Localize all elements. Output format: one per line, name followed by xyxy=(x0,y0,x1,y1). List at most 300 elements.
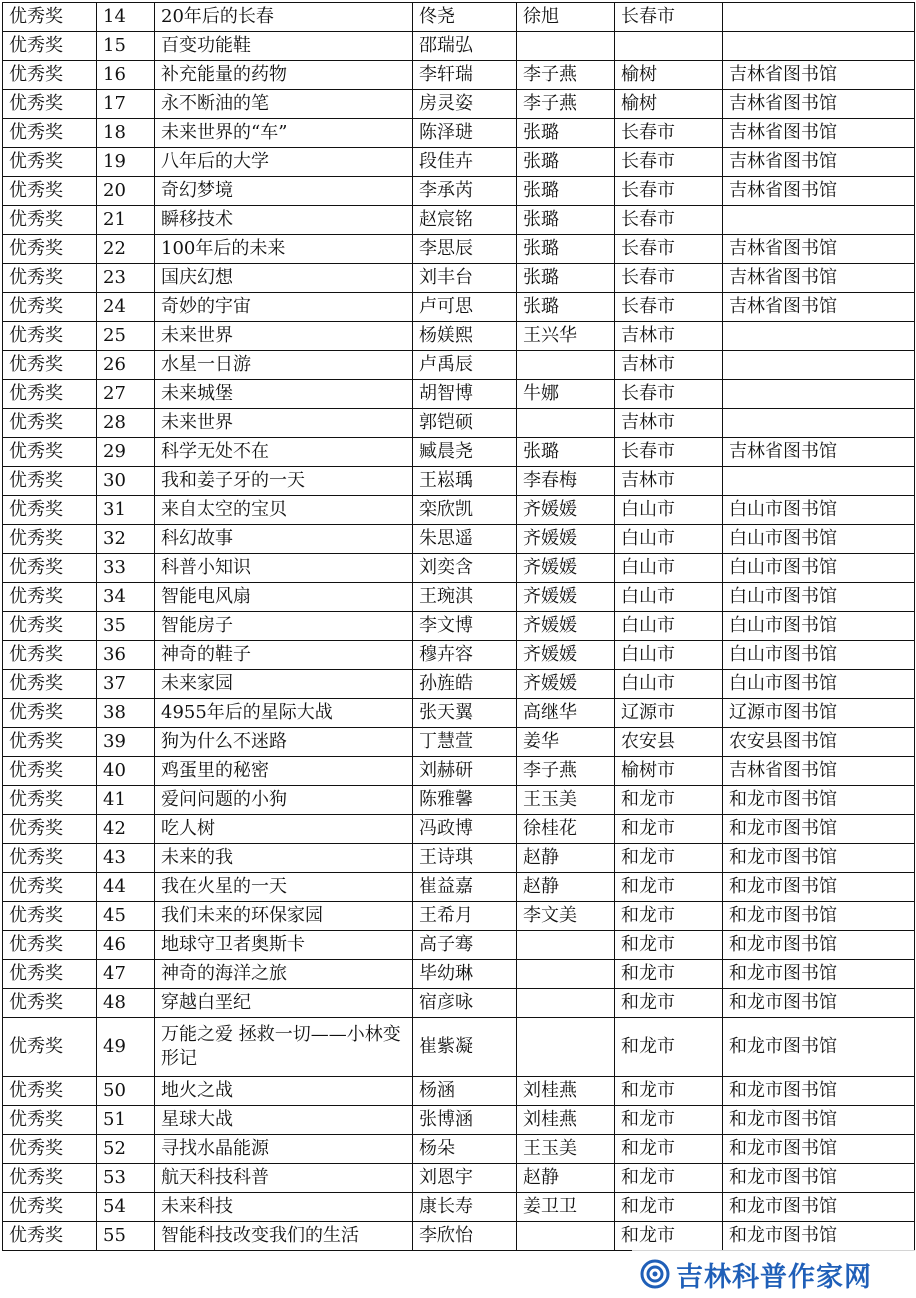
region-cell: 和龙市 xyxy=(615,902,723,931)
instructor-cell: 李文美 xyxy=(517,902,615,931)
table-row xyxy=(3,612,915,641)
award-level-cell: 优秀奖 xyxy=(3,438,97,467)
author-cell: 李轩瑞 xyxy=(413,61,517,90)
serial-number-cell: 44 xyxy=(97,873,155,902)
organization-cell: 吉林省图书馆 xyxy=(723,235,915,264)
region-cell: 和龙市 xyxy=(615,989,723,1018)
serial-number-cell: 22 xyxy=(97,235,155,264)
region-cell: 榆树 xyxy=(615,90,723,119)
table-row xyxy=(3,844,915,873)
serial-number-cell: 15 xyxy=(97,32,155,61)
organization-cell: 和龙市图书馆 xyxy=(723,960,915,989)
author-cell: 卢禹辰 xyxy=(413,351,517,380)
author-cell: 毕幼琳 xyxy=(413,960,517,989)
work-title-cell: 狗为什么不迷路 xyxy=(155,728,413,757)
organization-cell: 和龙市图书馆 xyxy=(723,989,915,1018)
instructor-cell: 李子燕 xyxy=(517,61,615,90)
author-cell: 邵瑞弘 xyxy=(413,32,517,61)
table-row xyxy=(3,148,915,177)
region-cell: 和龙市 xyxy=(615,1164,723,1193)
author-cell: 宿彦咏 xyxy=(413,989,517,1018)
instructor-cell: 刘桂燕 xyxy=(517,1106,615,1135)
organization-cell: 吉林省图书馆 xyxy=(723,61,915,90)
table-row xyxy=(3,1135,915,1164)
instructor-cell xyxy=(517,1222,615,1251)
serial-number-cell: 42 xyxy=(97,815,155,844)
organization-cell: 白山市图书馆 xyxy=(723,525,915,554)
organization-cell: 白山市图书馆 xyxy=(723,641,915,670)
work-title-cell: 地火之战 xyxy=(155,1077,413,1106)
table-row xyxy=(3,699,915,728)
region-cell: 白山市 xyxy=(615,612,723,641)
organization-cell: 吉林省图书馆 xyxy=(723,438,915,467)
serial-number-cell: 32 xyxy=(97,525,155,554)
region-cell: 榆树 xyxy=(615,61,723,90)
serial-number-cell: 36 xyxy=(97,641,155,670)
award-level-cell: 优秀奖 xyxy=(3,757,97,786)
award-level-cell: 优秀奖 xyxy=(3,32,97,61)
organization-cell: 辽源市图书馆 xyxy=(723,699,915,728)
organization-cell: 白山市图书馆 xyxy=(723,612,915,641)
serial-number-cell: 48 xyxy=(97,989,155,1018)
work-title-cell: 科学无处不在 xyxy=(155,438,413,467)
site-watermark xyxy=(632,1250,916,1298)
region-cell: 吉林市 xyxy=(615,467,723,496)
author-cell: 穆卉容 xyxy=(413,641,517,670)
table-row xyxy=(3,786,915,815)
region-cell: 长春市 xyxy=(615,264,723,293)
author-cell: 康长寿 xyxy=(413,1193,517,1222)
instructor-cell: 张璐 xyxy=(517,119,615,148)
author-cell: 房灵姿 xyxy=(413,90,517,119)
table-row xyxy=(3,931,915,960)
organization-cell xyxy=(723,409,915,438)
work-title-cell: 八年后的大学 xyxy=(155,148,413,177)
serial-number-cell: 30 xyxy=(97,467,155,496)
instructor-cell: 齐媛媛 xyxy=(517,554,615,583)
instructor-cell: 齐媛媛 xyxy=(517,583,615,612)
table-row xyxy=(3,728,915,757)
region-cell: 白山市 xyxy=(615,525,723,554)
organization-cell: 和龙市图书馆 xyxy=(723,902,915,931)
serial-number-cell: 55 xyxy=(97,1222,155,1251)
award-level-cell: 优秀奖 xyxy=(3,61,97,90)
region-cell: 白山市 xyxy=(615,670,723,699)
work-title-cell: 20年后的长春 xyxy=(155,3,413,32)
region-cell: 吉林市 xyxy=(615,322,723,351)
table-row xyxy=(3,322,915,351)
award-level-cell: 优秀奖 xyxy=(3,612,97,641)
work-title-cell: 神奇的海洋之旅 xyxy=(155,960,413,989)
author-cell: 杨朵 xyxy=(413,1135,517,1164)
organization-cell xyxy=(723,3,915,32)
table-row xyxy=(3,757,915,786)
author-cell: 冯政博 xyxy=(413,815,517,844)
work-title-cell: 未来的我 xyxy=(155,844,413,873)
award-level-cell: 优秀奖 xyxy=(3,3,97,32)
serial-number-cell: 37 xyxy=(97,670,155,699)
work-title-cell: 科普小知识 xyxy=(155,554,413,583)
serial-number-cell: 51 xyxy=(97,1106,155,1135)
organization-cell: 和龙市图书馆 xyxy=(723,815,915,844)
organization-cell: 吉林省图书馆 xyxy=(723,177,915,206)
work-title-cell: 未来科技 xyxy=(155,1193,413,1222)
region-cell: 辽源市 xyxy=(615,699,723,728)
author-cell: 胡智博 xyxy=(413,380,517,409)
table-row xyxy=(3,380,915,409)
table-row xyxy=(3,989,915,1018)
organization-cell: 白山市图书馆 xyxy=(723,583,915,612)
serial-number-cell: 18 xyxy=(97,119,155,148)
serial-number-cell: 14 xyxy=(97,3,155,32)
table-row xyxy=(3,90,915,119)
region-cell: 和龙市 xyxy=(615,1222,723,1251)
work-title-cell: 百变功能鞋 xyxy=(155,32,413,61)
work-title-cell: 吃人树 xyxy=(155,815,413,844)
serial-number-cell: 50 xyxy=(97,1077,155,1106)
work-title-cell: 未来城堡 xyxy=(155,380,413,409)
serial-number-cell: 38 xyxy=(97,699,155,728)
region-cell: 和龙市 xyxy=(615,960,723,989)
award-level-cell: 优秀奖 xyxy=(3,119,97,148)
award-level-cell: 优秀奖 xyxy=(3,90,97,119)
awards-table-body xyxy=(3,3,915,1251)
table-row xyxy=(3,554,915,583)
author-cell: 李思辰 xyxy=(413,235,517,264)
author-cell: 刘恩宇 xyxy=(413,1164,517,1193)
work-title-cell: 爱问问题的小狗 xyxy=(155,786,413,815)
serial-number-cell: 49 xyxy=(97,1018,155,1077)
serial-number-cell: 24 xyxy=(97,293,155,322)
instructor-cell: 齐媛媛 xyxy=(517,612,615,641)
table-row xyxy=(3,32,915,61)
serial-number-cell: 39 xyxy=(97,728,155,757)
region-cell: 长春市 xyxy=(615,293,723,322)
serial-number-cell: 19 xyxy=(97,148,155,177)
region-cell: 白山市 xyxy=(615,554,723,583)
serial-number-cell: 21 xyxy=(97,206,155,235)
region-cell: 和龙市 xyxy=(615,1106,723,1135)
work-title-cell: 奇妙的宇宙 xyxy=(155,293,413,322)
serial-number-cell: 29 xyxy=(97,438,155,467)
region-cell: 和龙市 xyxy=(615,844,723,873)
region-cell: 长春市 xyxy=(615,206,723,235)
region-cell: 白山市 xyxy=(615,641,723,670)
author-cell: 孙旌皓 xyxy=(413,670,517,699)
work-title-cell: 来自太空的宝贝 xyxy=(155,496,413,525)
serial-number-cell: 20 xyxy=(97,177,155,206)
work-title-cell: 智能电风扇 xyxy=(155,583,413,612)
table-row xyxy=(3,1018,915,1077)
region-cell: 榆树市 xyxy=(615,757,723,786)
award-level-cell: 优秀奖 xyxy=(3,293,97,322)
work-title-cell: 科幻故事 xyxy=(155,525,413,554)
table-row xyxy=(3,670,915,699)
instructor-cell: 牛娜 xyxy=(517,380,615,409)
award-level-cell: 优秀奖 xyxy=(3,380,97,409)
work-title-cell: 穿越白垩纪 xyxy=(155,989,413,1018)
region-cell: 和龙市 xyxy=(615,1018,723,1077)
serial-number-cell: 17 xyxy=(97,90,155,119)
table-row xyxy=(3,815,915,844)
author-cell: 李文博 xyxy=(413,612,517,641)
organization-cell: 和龙市图书馆 xyxy=(723,844,915,873)
region-cell: 长春市 xyxy=(615,380,723,409)
serial-number-cell: 46 xyxy=(97,931,155,960)
serial-number-cell: 53 xyxy=(97,1164,155,1193)
serial-number-cell: 40 xyxy=(97,757,155,786)
region-cell: 和龙市 xyxy=(615,815,723,844)
serial-number-cell: 47 xyxy=(97,960,155,989)
table-row xyxy=(3,3,915,32)
organization-cell: 和龙市图书馆 xyxy=(723,1164,915,1193)
instructor-cell: 刘桂燕 xyxy=(517,1077,615,1106)
instructor-cell: 王兴华 xyxy=(517,322,615,351)
serial-number-cell: 16 xyxy=(97,61,155,90)
instructor-cell: 赵静 xyxy=(517,1164,615,1193)
organization-cell: 吉林省图书馆 xyxy=(723,757,915,786)
serial-number-cell: 52 xyxy=(97,1135,155,1164)
award-level-cell: 优秀奖 xyxy=(3,264,97,293)
author-cell: 王崧瑀 xyxy=(413,467,517,496)
work-title-cell: 万能之爱 拯救一切——小林变形记 xyxy=(155,1018,413,1077)
table-row xyxy=(3,1106,915,1135)
instructor-cell: 齐媛媛 xyxy=(517,525,615,554)
organization-cell: 吉林省图书馆 xyxy=(723,148,915,177)
table-row xyxy=(3,641,915,670)
author-cell: 崔益嘉 xyxy=(413,873,517,902)
work-title-cell: 地球守卫者奥斯卡 xyxy=(155,931,413,960)
table-row xyxy=(3,1077,915,1106)
work-title-cell: 永不断油的笔 xyxy=(155,90,413,119)
serial-number-cell: 45 xyxy=(97,902,155,931)
award-level-cell: 优秀奖 xyxy=(3,583,97,612)
instructor-cell: 王玉美 xyxy=(517,1135,615,1164)
award-level-cell: 优秀奖 xyxy=(3,670,97,699)
author-cell: 陈泽琎 xyxy=(413,119,517,148)
work-title-cell: 航天科技科普 xyxy=(155,1164,413,1193)
serial-number-cell: 33 xyxy=(97,554,155,583)
award-level-cell: 优秀奖 xyxy=(3,1222,97,1251)
table-row xyxy=(3,1193,915,1222)
work-title-cell: 星球大战 xyxy=(155,1106,413,1135)
instructor-cell: 张璐 xyxy=(517,293,615,322)
author-cell: 段佳卉 xyxy=(413,148,517,177)
instructor-cell: 李子燕 xyxy=(517,757,615,786)
author-cell: 陈雅馨 xyxy=(413,786,517,815)
author-cell: 王诗琪 xyxy=(413,844,517,873)
instructor-cell: 齐媛媛 xyxy=(517,641,615,670)
site-logo-icon xyxy=(640,1259,670,1289)
table-row xyxy=(3,235,915,264)
serial-number-cell: 43 xyxy=(97,844,155,873)
author-cell: 臧晨尧 xyxy=(413,438,517,467)
award-level-cell: 优秀奖 xyxy=(3,1106,97,1135)
instructor-cell: 王玉美 xyxy=(517,786,615,815)
region-cell: 农安县 xyxy=(615,728,723,757)
table-row xyxy=(3,206,915,235)
instructor-cell: 赵静 xyxy=(517,873,615,902)
award-level-cell: 优秀奖 xyxy=(3,322,97,351)
awards-table xyxy=(2,2,915,1251)
instructor-cell: 徐桂花 xyxy=(517,815,615,844)
table-row xyxy=(3,119,915,148)
serial-number-cell: 27 xyxy=(97,380,155,409)
organization-cell: 和龙市图书馆 xyxy=(723,931,915,960)
author-cell: 张天翼 xyxy=(413,699,517,728)
organization-cell: 和龙市图书馆 xyxy=(723,1077,915,1106)
instructor-cell xyxy=(517,351,615,380)
award-level-cell: 优秀奖 xyxy=(3,206,97,235)
instructor-cell xyxy=(517,32,615,61)
table-row xyxy=(3,1222,915,1251)
instructor-cell xyxy=(517,1018,615,1077)
award-level-cell: 优秀奖 xyxy=(3,728,97,757)
work-title-cell: 水星一日游 xyxy=(155,351,413,380)
serial-number-cell: 26 xyxy=(97,351,155,380)
award-level-cell: 优秀奖 xyxy=(3,1193,97,1222)
instructor-cell: 姜卫卫 xyxy=(517,1193,615,1222)
award-level-cell: 优秀奖 xyxy=(3,960,97,989)
work-title-cell: 未来世界 xyxy=(155,322,413,351)
instructor-cell: 姜华 xyxy=(517,728,615,757)
author-cell: 李承芮 xyxy=(413,177,517,206)
serial-number-cell: 34 xyxy=(97,583,155,612)
region-cell: 长春市 xyxy=(615,148,723,177)
serial-number-cell: 54 xyxy=(97,1193,155,1222)
organization-cell: 和龙市图书馆 xyxy=(723,1135,915,1164)
serial-number-cell: 35 xyxy=(97,612,155,641)
region-cell: 长春市 xyxy=(615,438,723,467)
author-cell: 李欣怡 xyxy=(413,1222,517,1251)
serial-number-cell: 25 xyxy=(97,322,155,351)
table-row xyxy=(3,902,915,931)
instructor-cell: 张璐 xyxy=(517,177,615,206)
author-cell: 卢可思 xyxy=(413,293,517,322)
award-level-cell: 优秀奖 xyxy=(3,351,97,380)
organization-cell: 白山市图书馆 xyxy=(723,496,915,525)
author-cell: 高子骞 xyxy=(413,931,517,960)
instructor-cell: 徐旭 xyxy=(517,3,615,32)
author-cell: 刘赫研 xyxy=(413,757,517,786)
award-level-cell: 优秀奖 xyxy=(3,148,97,177)
region-cell: 白山市 xyxy=(615,583,723,612)
award-level-cell: 优秀奖 xyxy=(3,1077,97,1106)
instructor-cell xyxy=(517,960,615,989)
table-row xyxy=(3,583,915,612)
work-title-cell: 国庆幻想 xyxy=(155,264,413,293)
region-cell: 吉林市 xyxy=(615,409,723,438)
instructor-cell: 高继华 xyxy=(517,699,615,728)
award-level-cell: 优秀奖 xyxy=(3,467,97,496)
award-level-cell: 优秀奖 xyxy=(3,699,97,728)
table-row xyxy=(3,264,915,293)
instructor-cell: 赵静 xyxy=(517,844,615,873)
region-cell: 和龙市 xyxy=(615,1193,723,1222)
table-row xyxy=(3,293,915,322)
instructor-cell xyxy=(517,409,615,438)
work-title-cell: 100年后的未来 xyxy=(155,235,413,264)
author-cell: 丁慧萱 xyxy=(413,728,517,757)
organization-cell xyxy=(723,380,915,409)
author-cell: 栾欣凯 xyxy=(413,496,517,525)
table-row xyxy=(3,177,915,206)
work-title-cell: 未来家园 xyxy=(155,670,413,699)
award-level-cell: 优秀奖 xyxy=(3,554,97,583)
table-row xyxy=(3,496,915,525)
author-cell: 朱思遥 xyxy=(413,525,517,554)
organization-cell xyxy=(723,206,915,235)
work-title-cell: 智能房子 xyxy=(155,612,413,641)
serial-number-cell: 23 xyxy=(97,264,155,293)
instructor-cell: 张璐 xyxy=(517,438,615,467)
instructor-cell xyxy=(517,931,615,960)
instructor-cell: 齐媛媛 xyxy=(517,496,615,525)
region-cell: 和龙市 xyxy=(615,786,723,815)
serial-number-cell: 28 xyxy=(97,409,155,438)
table-row xyxy=(3,1164,915,1193)
award-level-cell: 优秀奖 xyxy=(3,1018,97,1077)
organization-cell xyxy=(723,351,915,380)
award-level-cell: 优秀奖 xyxy=(3,844,97,873)
organization-cell: 和龙市图书馆 xyxy=(723,1018,915,1077)
work-title-cell: 未来世界 xyxy=(155,409,413,438)
table-row xyxy=(3,525,915,554)
organization-cell: 白山市图书馆 xyxy=(723,554,915,583)
instructor-cell xyxy=(517,989,615,1018)
table-row xyxy=(3,960,915,989)
region-cell: 和龙市 xyxy=(615,1135,723,1164)
region-cell: 和龙市 xyxy=(615,1077,723,1106)
work-title-cell: 瞬移技术 xyxy=(155,206,413,235)
award-level-cell: 优秀奖 xyxy=(3,235,97,264)
region-cell: 长春市 xyxy=(615,177,723,206)
author-cell: 杨媄熙 xyxy=(413,322,517,351)
organization-cell xyxy=(723,32,915,61)
organization-cell: 吉林省图书馆 xyxy=(723,293,915,322)
author-cell: 王希月 xyxy=(413,902,517,931)
instructor-cell: 张璐 xyxy=(517,264,615,293)
instructor-cell: 张璐 xyxy=(517,235,615,264)
organization-cell: 和龙市图书馆 xyxy=(723,1106,915,1135)
work-title-cell: 奇幻梦境 xyxy=(155,177,413,206)
region-cell: 白山市 xyxy=(615,496,723,525)
instructor-cell: 张璐 xyxy=(517,148,615,177)
region-cell: 吉林市 xyxy=(615,351,723,380)
serial-number-cell: 41 xyxy=(97,786,155,815)
author-cell: 杨涵 xyxy=(413,1077,517,1106)
table-row xyxy=(3,351,915,380)
author-cell: 郭铠硕 xyxy=(413,409,517,438)
award-level-cell: 优秀奖 xyxy=(3,931,97,960)
organization-cell: 和龙市图书馆 xyxy=(723,1222,915,1251)
serial-number-cell: 31 xyxy=(97,496,155,525)
instructor-cell: 张璐 xyxy=(517,206,615,235)
author-cell: 王琬淇 xyxy=(413,583,517,612)
work-title-cell: 智能科技改变我们的生活 xyxy=(155,1222,413,1251)
award-level-cell: 优秀奖 xyxy=(3,496,97,525)
work-title-cell: 我在火星的一天 xyxy=(155,873,413,902)
award-level-cell: 优秀奖 xyxy=(3,1164,97,1193)
work-title-cell: 4955年后的星际大战 xyxy=(155,699,413,728)
region-cell: 长春市 xyxy=(615,235,723,264)
author-cell: 刘奕含 xyxy=(413,554,517,583)
author-cell: 赵宸铭 xyxy=(413,206,517,235)
award-level-cell: 优秀奖 xyxy=(3,525,97,554)
table-row xyxy=(3,467,915,496)
instructor-cell: 李子燕 xyxy=(517,90,615,119)
work-title-cell: 寻找水晶能源 xyxy=(155,1135,413,1164)
